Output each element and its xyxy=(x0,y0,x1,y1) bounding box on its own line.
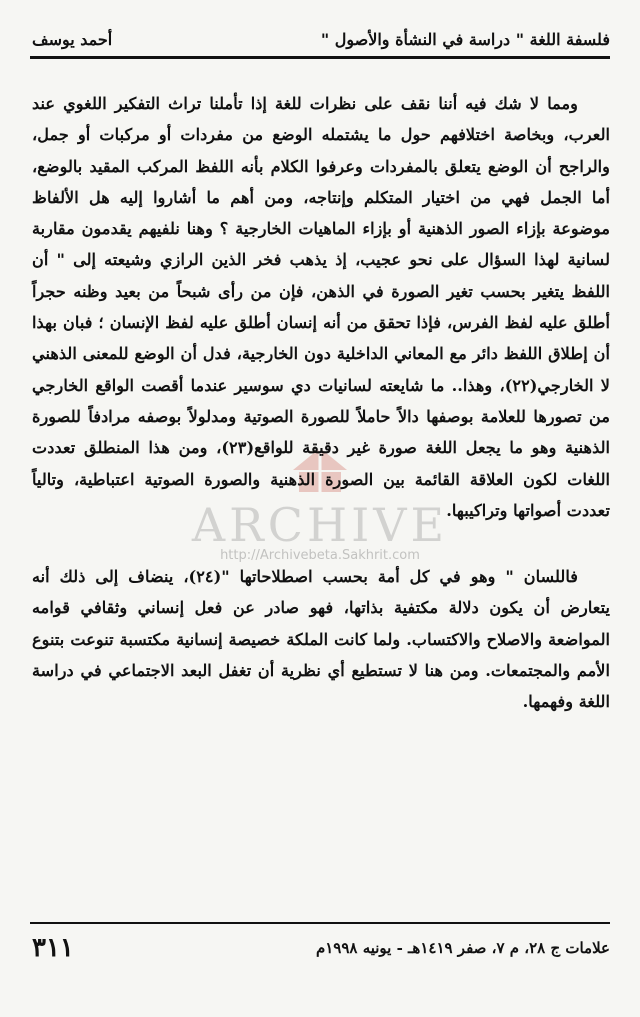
journal-info: علامات ج ٢٨، م ٧، صفر ١٤١٩هـ - يونيه ١٩٩٨م xyxy=(315,939,610,957)
paragraph-1: ومما لا شك فيه أننا نقف على نظرات للغة إذا تأملنا تراث التفكير اللغوي عند العرب، وبخاصة اختلافهم حول ما يشتمله الوضع من مفردات أو مركبات أو جمل، والراجح أن الوضع يتعلق بالمفردات وعرفوا الكلام بأنه اللفظ المركب المقيد بالوضع، أما الجمل فهي من اختيار المتكلم وإنتاجه، ومن أهم ما أشاروا إليه هل الألفاظ موضوعة بإزاء الصور الذهنية أو بإزاء الماهيات الخارجية ؟ وهنا نلفيهم يقدمون مقاربة لسانية لهذا السؤال على نحو عجيب، إذ يذهب فخر الذين الرازي وشيعته إلى " أن اللفظ يتغير بحسب تغير الصورة في الذهن، فإن من رأى شبحاً من بعيد وظنه حجراً أطلق عليه لفظ الفرس، فإذا تحقق من أنه إنسان أطلق عليه لفظ الإنسان ؛ فبان بهذا أن إطلاق اللفظ دائر مع المعاني الداخلية دون الخارجية، فدل أن الوضع للمعنى الذهني لا الخارجي(٢٢)، وهذا.. ما شايعته لسانيات دي سوسير عندما أقصت الواقع الخارجي من تصورها للعلامة بوصفها دالاً حاملاً للصورة الصوتية ومدلولاً بوصفه مرادفاً للصورة الذهنية وهو ما يجعل اللغة صورة غير دقيقة للواقع(٢٣)، ومن هذا المنطلق تعددت اللغات لكون العلاقة القائمة بين الصورة الذهنية والصورة الصوتية اعتباطية، وتالياً تعددت أصواتها وتراكيبها. xyxy=(32,94,611,520)
paragraph-2: فاللسان " وهو في كل أمة بحسب اصطلاحاتها "(٢٤)، ينضاف إلى ذلك أنه يتعارض أن يكون دلالة مكتفية بذاتها، فهو صادر عن فعل إنساني وثقافي قوامه المواضعة والاصلاح والاكتساب. ولما كانت الملكة خصيصة إنسانية مكتسبة تنوعت بتنوع الأمم والمجتمعات. ومن هنا لا تستطيع أي نظرية أن تغفل البعد الاجتماعي في دراسة اللغة وفهمها. xyxy=(32,567,610,712)
running-header xyxy=(32,26,610,52)
header-rule xyxy=(30,56,610,59)
page-footer xyxy=(32,930,610,966)
page-number: ٣١١ xyxy=(32,933,74,963)
watermark-title: ARCHIVE xyxy=(191,498,449,552)
watermark-url: http://Archivebeta.Sakhrit.com xyxy=(220,548,420,563)
footer-rule xyxy=(30,922,610,924)
main-text xyxy=(32,88,610,718)
author-name: أحمد يوسف xyxy=(32,29,113,49)
book-title: فلسفة اللغة " دراسة في النشأة والأصول " xyxy=(320,29,610,49)
